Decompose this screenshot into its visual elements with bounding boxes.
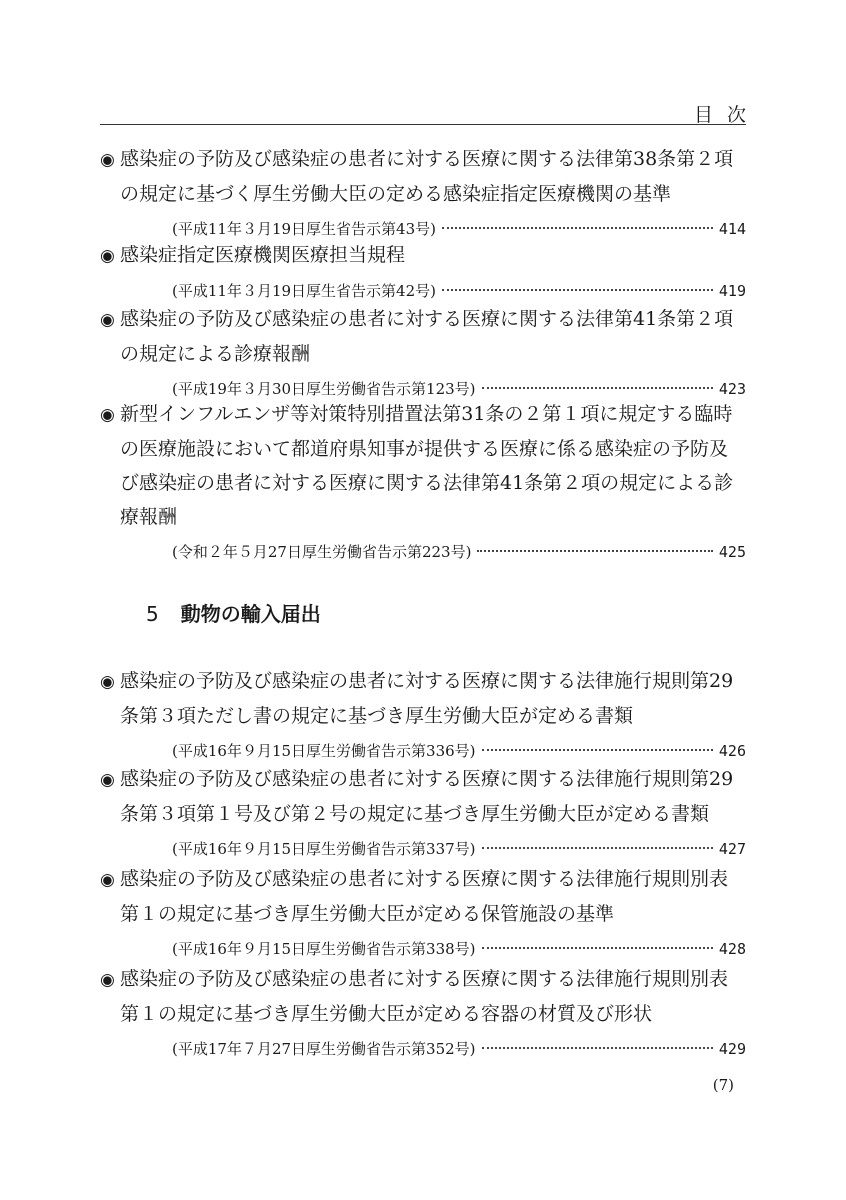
entry-title bbox=[100, 142, 746, 211]
dot-leader bbox=[482, 847, 713, 849]
entry-citation: (平成16年９月15日厚生労働省告示第337号) bbox=[172, 840, 476, 858]
entry-title-line: 感染症の予防及び感染症の患者に対する医療に関する法律施行規則別表 bbox=[120, 968, 729, 990]
entry-citation: (平成16年９月15日厚生労働省告示第338号) bbox=[172, 940, 476, 958]
bullet-icon: ◉ bbox=[100, 405, 115, 425]
dot-leader bbox=[442, 289, 713, 291]
entry-citation: (平成11年３月19日厚生省告示第43号) bbox=[172, 220, 436, 238]
entry-title-line: 感染症の予防及び感染症の患者に対する医療に関する法律施行規則第29 bbox=[120, 670, 734, 692]
bullet-icon: ◉ bbox=[100, 970, 115, 990]
entry-citation: (平成11年３月19日厚生省告示第42号) bbox=[172, 282, 436, 300]
toc-entry bbox=[100, 664, 746, 763]
bullet-icon: ◉ bbox=[100, 770, 115, 790]
entry-title-line: 第１の規定に基づき厚生労働大臣が定める容器の材質及び形状 bbox=[120, 1003, 653, 1025]
entry-citation: (令和２年５月27日厚生労働省告示第223号) bbox=[172, 543, 472, 561]
section-heading bbox=[146, 598, 321, 627]
toc-entry bbox=[100, 142, 746, 241]
bullet-icon: ◉ bbox=[100, 150, 115, 170]
section-title: 動物の輸入届出 bbox=[180, 602, 321, 626]
entry-page-number: 425 bbox=[718, 543, 746, 561]
entry-title-line: 感染症の予防及び感染症の患者に対する医療に関する法律第41条第２項 bbox=[120, 308, 734, 330]
entry-page-number: 426 bbox=[718, 742, 746, 760]
entry-page-number: 419 bbox=[718, 282, 746, 300]
entry-title bbox=[100, 397, 746, 534]
entry-page-number: 414 bbox=[718, 220, 746, 238]
entry-citation: (平成16年９月15日厚生労働省告示第336号) bbox=[172, 742, 476, 760]
entry-reference bbox=[100, 837, 746, 861]
running-header: 目次 bbox=[693, 104, 760, 126]
toc-entry bbox=[100, 302, 746, 401]
toc-entry bbox=[100, 862, 746, 961]
dot-leader bbox=[442, 227, 713, 229]
entry-title-line: 条第３項ただし書の規定に基づき厚生労働大臣が定める書類 bbox=[120, 705, 634, 727]
entry-reference bbox=[100, 540, 746, 564]
entry-title-line: 感染症の予防及び感染症の患者に対する医療に関する法律施行規則第29 bbox=[120, 768, 734, 790]
entry-title-line: の規定に基づく厚生労働大臣の定める感染症指定医療機関の基準 bbox=[120, 183, 672, 205]
page-folio: (7) bbox=[712, 1076, 734, 1094]
dot-leader bbox=[477, 550, 712, 552]
toc-entry bbox=[100, 962, 746, 1061]
entry-title-line: 感染症の予防及び感染症の患者に対する医療に関する法律施行規則別表 bbox=[120, 868, 729, 890]
entry-title-line: 感染症の予防及び感染症の患者に対する医療に関する法律第38条第２項 bbox=[120, 148, 734, 170]
entry-title-line: 感染症指定医療機関医療担当規程 bbox=[120, 244, 406, 266]
dot-leader bbox=[482, 749, 713, 751]
bullet-icon: ◉ bbox=[100, 672, 115, 692]
header-rule bbox=[100, 124, 746, 125]
entry-title-line: び感染症の患者に対する医療に関する法律第41条第２項の規定による診 bbox=[120, 472, 734, 494]
entry-title bbox=[100, 238, 746, 273]
dot-leader bbox=[482, 387, 713, 389]
entry-citation: (平成17年７月27日厚生労働省告示第352号) bbox=[172, 1040, 476, 1058]
entry-title-line: 療報酬 bbox=[120, 506, 178, 528]
entry-title bbox=[100, 664, 746, 733]
dot-leader bbox=[482, 947, 713, 949]
entry-page-number: 428 bbox=[718, 940, 746, 958]
entry-title-line: の規定による診療報酬 bbox=[120, 343, 311, 365]
entry-reference bbox=[100, 279, 746, 303]
bullet-icon: ◉ bbox=[100, 310, 115, 330]
entry-title bbox=[100, 302, 746, 371]
entry-title-line: 第１の規定に基づき厚生労働大臣が定める保管施設の基準 bbox=[120, 903, 615, 925]
entry-page-number: 429 bbox=[718, 1040, 746, 1058]
entry-title-line: 条第３項第１号及び第２号の規定に基づき厚生労働大臣が定める書類 bbox=[120, 803, 710, 825]
toc-entry bbox=[100, 762, 746, 861]
entry-page-number: 427 bbox=[718, 840, 746, 858]
entry-reference bbox=[100, 739, 746, 763]
entry-reference bbox=[100, 937, 746, 961]
dot-leader bbox=[482, 1047, 713, 1049]
toc-entry bbox=[100, 238, 746, 303]
entry-title-line: 新型インフルエンザ等対策特別措置法第31条の２第１項に規定する臨時 bbox=[120, 403, 733, 425]
entry-title-line: の医療施設において都道府県知事が提供する医療に係る感染症の予防及 bbox=[120, 438, 729, 460]
entry-title bbox=[100, 862, 746, 931]
entry-reference bbox=[100, 1037, 746, 1061]
bullet-icon: ◉ bbox=[100, 870, 115, 890]
entry-page-number: 423 bbox=[718, 380, 746, 398]
entry-title bbox=[100, 762, 746, 831]
entry-title bbox=[100, 962, 746, 1031]
section-number: 5 bbox=[146, 602, 159, 626]
toc-entry bbox=[100, 397, 746, 564]
entry-citation: (平成19年３月30日厚生労働省告示第123号) bbox=[172, 380, 476, 398]
bullet-icon: ◉ bbox=[100, 246, 115, 266]
